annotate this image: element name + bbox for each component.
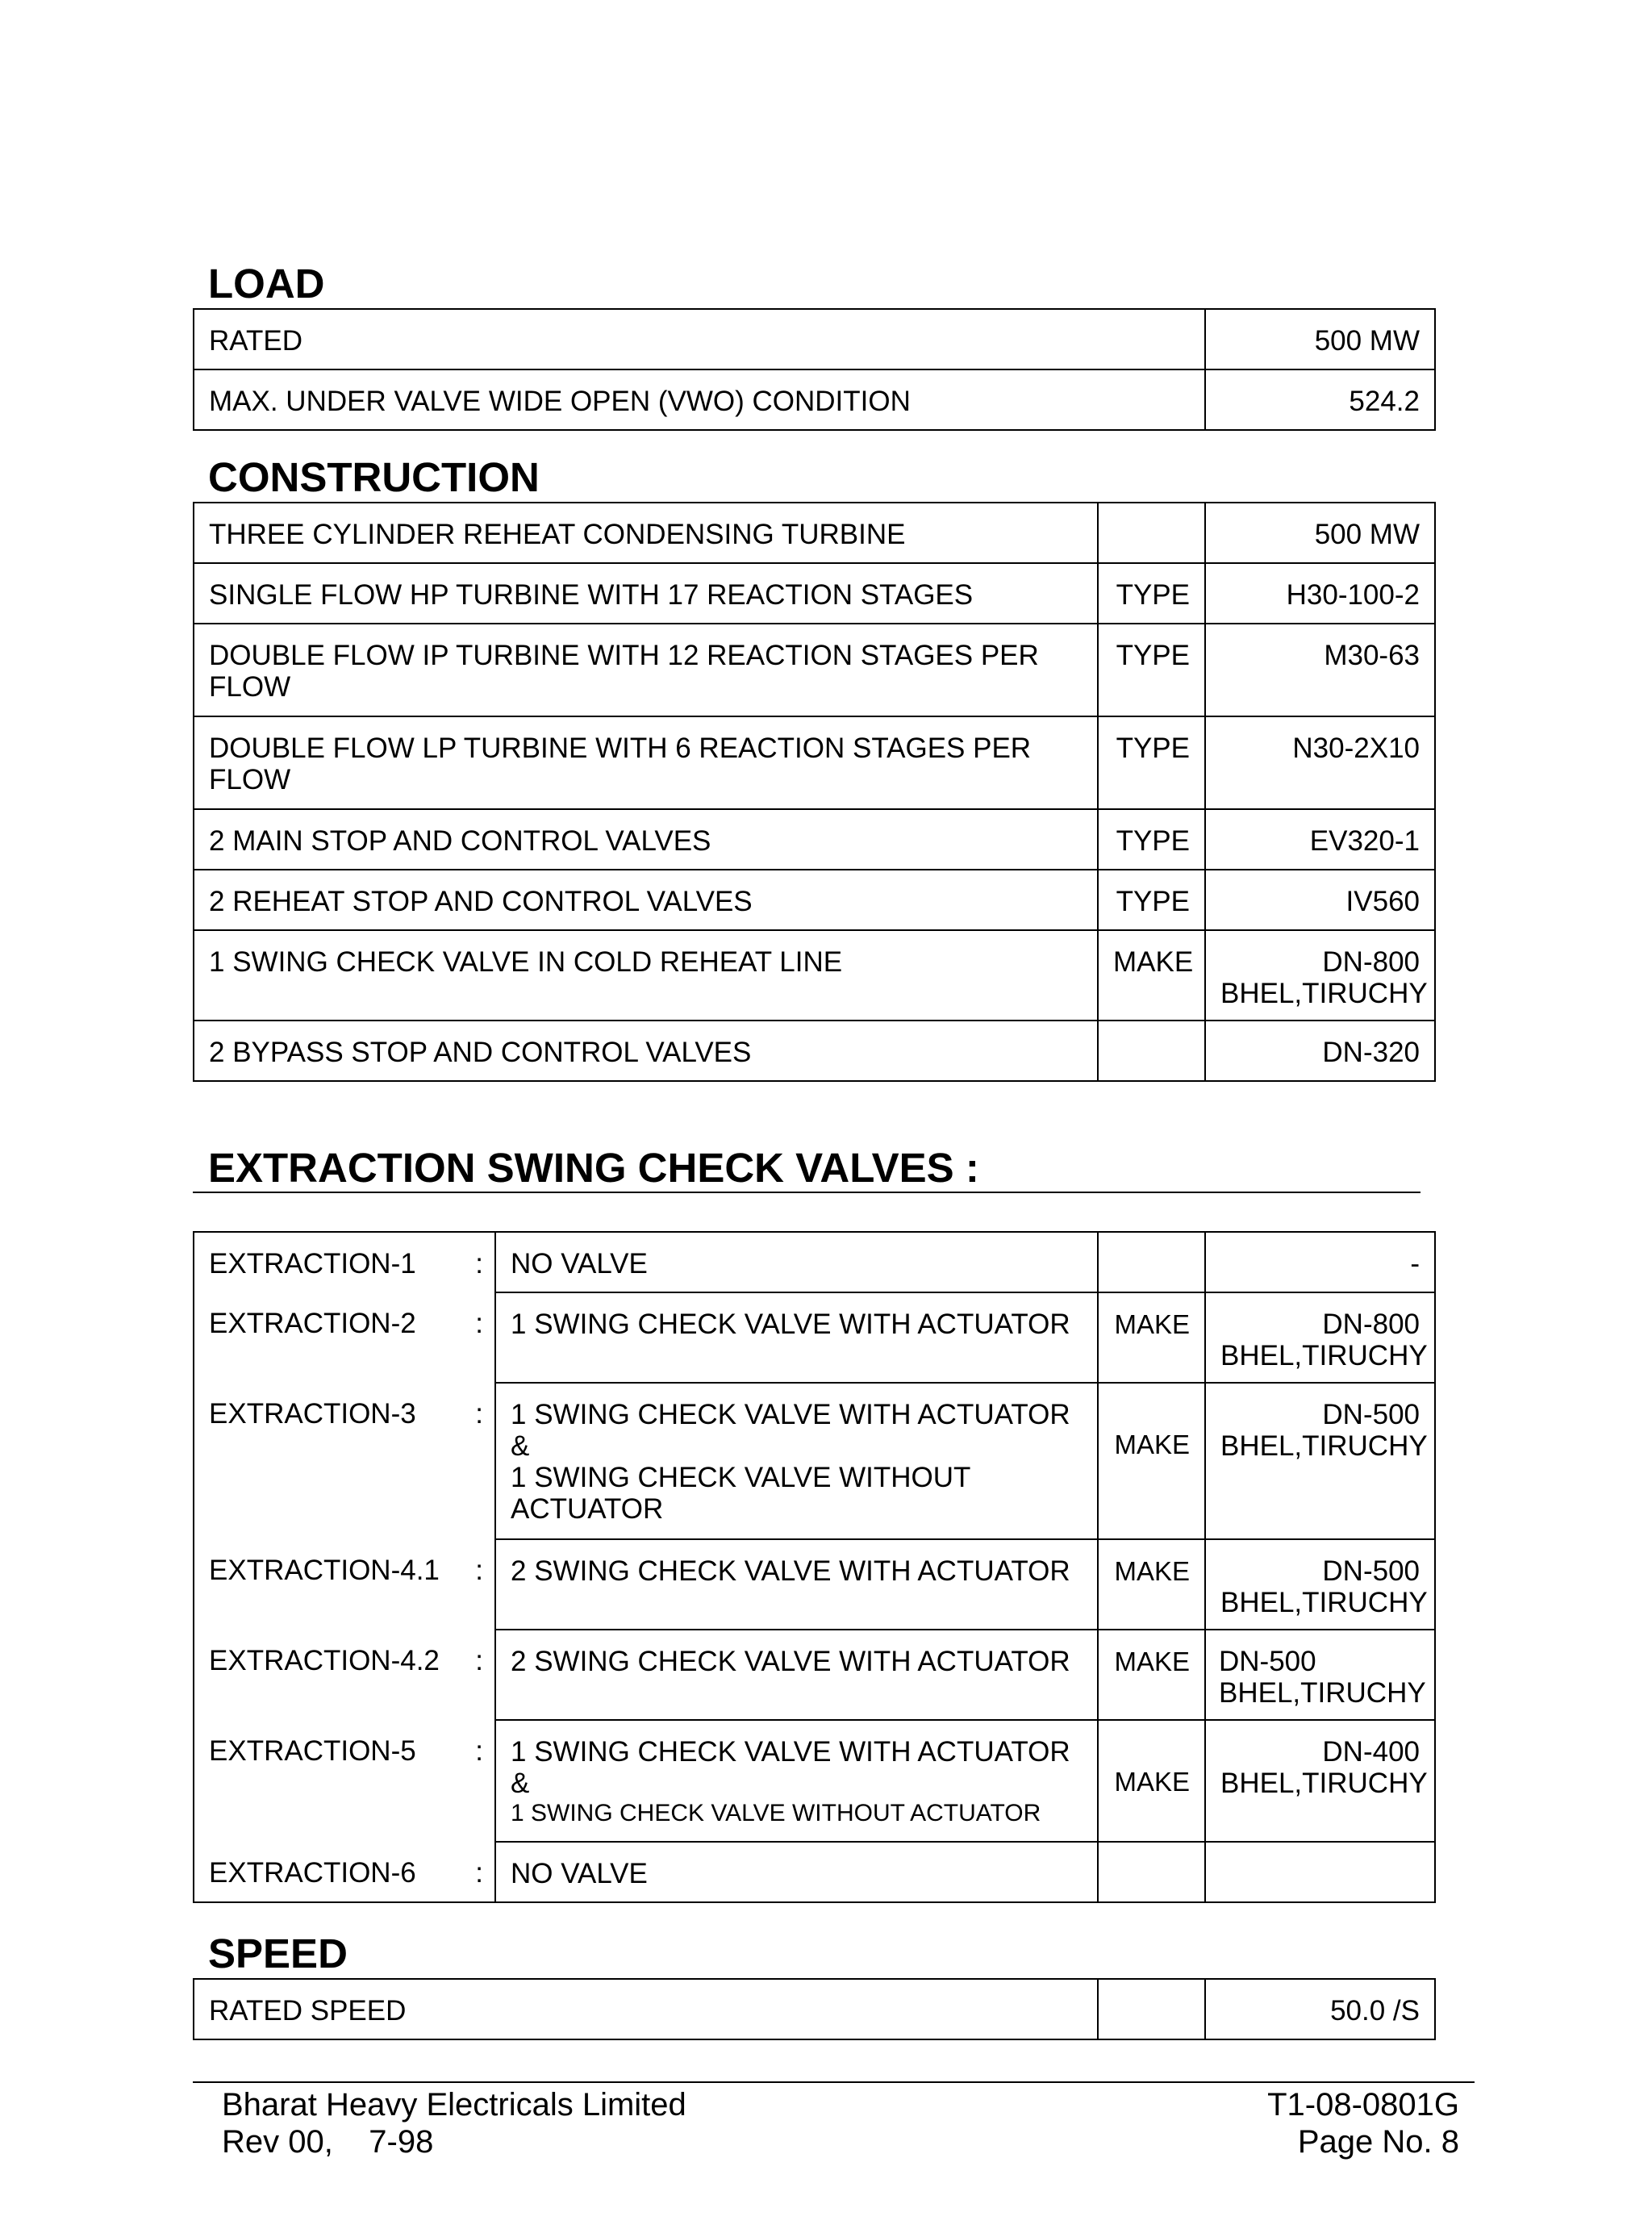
extraction-desc: 1 SWING CHECK VALVE WITH ACTUATOR & 1 SWING CHECK VALVE WITHOUT ACTUATOR [495, 1383, 1098, 1539]
row-code: TYPE [1098, 870, 1205, 930]
row-code [1098, 1021, 1205, 1081]
footer-revision: Rev 00, 7-98 [222, 2124, 434, 2160]
row-code: MAKE [1098, 1630, 1205, 1720]
row-value: EV320-1 [1205, 809, 1435, 870]
table-row [194, 870, 1435, 930]
extraction-desc: NO VALVE [495, 1232, 1098, 1292]
row-label: THREE CYLINDER REHEAT CONDENSING TURBINE [194, 503, 1098, 563]
extraction-name: EXTRACTION-2 : [194, 1292, 495, 1383]
row-code: MAKE [1098, 1539, 1205, 1630]
row-code [1098, 1842, 1205, 1902]
extraction-name: EXTRACTION-4.2 : [194, 1630, 495, 1720]
row-value: 524.2 [1205, 369, 1435, 430]
table-row [194, 1383, 1435, 1539]
table-row [194, 1979, 1435, 2039]
extraction-name: EXTRACTION-6 : [194, 1842, 495, 1902]
row-code: TYPE [1098, 809, 1205, 870]
load-table [193, 308, 1436, 431]
table-row [194, 1232, 1435, 1292]
row-value: N30-2X10 [1205, 716, 1435, 809]
value-size: DN-800 [1322, 946, 1420, 978]
extraction-desc: NO VALVE [495, 1842, 1098, 1902]
table-row [194, 809, 1435, 870]
extraction-name: EXTRACTION-3 : [194, 1383, 495, 1539]
table-row [194, 624, 1435, 716]
row-value: DN-400 BHEL,TIRUCHY [1205, 1720, 1435, 1842]
row-code [1098, 1232, 1205, 1292]
row-code [1098, 1979, 1205, 2039]
row-label: 2 MAIN STOP AND CONTROL VALVES [194, 809, 1098, 870]
table-row [194, 930, 1435, 1021]
table-row [194, 309, 1435, 369]
extraction-desc: 2 SWING CHECK VALVE WITH ACTUATOR [495, 1630, 1098, 1720]
row-value [1205, 1842, 1435, 1902]
row-value: - [1205, 1232, 1435, 1292]
row-code: TYPE [1098, 716, 1205, 809]
section-heading-load: LOAD [208, 261, 325, 307]
table-row [194, 503, 1435, 563]
row-value: IV560 [1205, 870, 1435, 930]
row-value: H30-100-2 [1205, 563, 1435, 624]
row-code: MAKE [1098, 1383, 1205, 1539]
row-value: 500 MW [1205, 503, 1435, 563]
row-label: DOUBLE FLOW IP TURBINE WITH 12 REACTION STAGES PER FLOW [194, 624, 1098, 716]
table-row [194, 716, 1435, 809]
row-value: DN-500 BHEL,TIRUCHY [1205, 1630, 1435, 1720]
row-code: MAKE [1098, 930, 1205, 1021]
section-heading-construction: CONSTRUCTION [208, 454, 540, 500]
footer-doc-number: T1-08-0801G [1267, 2087, 1459, 2123]
heading-underline [193, 1192, 1420, 1193]
row-value: DN-800 BHEL,TIRUCHY [1205, 1292, 1435, 1383]
table-row [194, 1539, 1435, 1630]
row-value: 50.0 /S [1205, 1979, 1435, 2039]
extraction-name: EXTRACTION-4.1 : [194, 1539, 495, 1630]
table-row [194, 563, 1435, 624]
extraction-desc: 2 SWING CHECK VALVE WITH ACTUATOR [495, 1539, 1098, 1630]
speed-table [193, 1978, 1436, 2040]
footer-rule [193, 2081, 1475, 2083]
row-label: 1 SWING CHECK VALVE IN COLD REHEAT LINE [194, 930, 1098, 1021]
row-value [1205, 930, 1435, 1021]
row-code: MAKE [1098, 1292, 1205, 1383]
row-value: DN-500 BHEL,TIRUCHY [1205, 1383, 1435, 1539]
table-row [194, 1021, 1435, 1081]
table-row [194, 1842, 1435, 1902]
table-row [194, 1292, 1435, 1383]
row-label: SINGLE FLOW HP TURBINE WITH 17 REACTION STAGES [194, 563, 1098, 624]
construction-table [193, 502, 1436, 1082]
extraction-table [193, 1231, 1436, 1903]
table-row [194, 1630, 1435, 1720]
extraction-desc: 1 SWING CHECK VALVE WITH ACTUATOR [495, 1292, 1098, 1383]
row-value: M30-63 [1205, 624, 1435, 716]
row-label: 2 REHEAT STOP AND CONTROL VALVES [194, 870, 1098, 930]
row-value: 500 MW [1205, 309, 1435, 369]
extraction-name: EXTRACTION-5 : [194, 1720, 495, 1842]
row-value: DN-320 [1205, 1021, 1435, 1081]
section-heading-extraction: EXTRACTION SWING CHECK VALVES : [208, 1145, 979, 1191]
row-code: MAKE [1098, 1720, 1205, 1842]
row-label: DOUBLE FLOW LP TURBINE WITH 6 REACTION STAGES PER FLOW [194, 716, 1098, 809]
row-code: TYPE [1098, 563, 1205, 624]
extraction-name: EXTRACTION-1 : [194, 1232, 495, 1292]
row-label: MAX. UNDER VALVE WIDE OPEN (VWO) CONDITION [194, 369, 1205, 430]
table-row [194, 369, 1435, 430]
extraction-desc: 1 SWING CHECK VALVE WITH ACTUATOR & 1 SWING CHECK VALVE WITHOUT ACTUATOR [495, 1720, 1098, 1842]
footer-page-number: Page No. 8 [1297, 2124, 1459, 2160]
row-label: RATED [194, 309, 1205, 369]
row-code: TYPE [1098, 624, 1205, 716]
section-heading-speed: SPEED [208, 1931, 348, 1976]
row-value: DN-500 BHEL,TIRUCHY [1205, 1539, 1435, 1630]
row-code [1098, 503, 1205, 563]
footer-company: Bharat Heavy Electricals Limited [222, 2087, 686, 2123]
value-make: BHEL,TIRUCHY [1220, 978, 1428, 1009]
row-label: RATED SPEED [194, 1979, 1098, 2039]
row-label: 2 BYPASS STOP AND CONTROL VALVES [194, 1021, 1098, 1081]
table-row [194, 1720, 1435, 1842]
